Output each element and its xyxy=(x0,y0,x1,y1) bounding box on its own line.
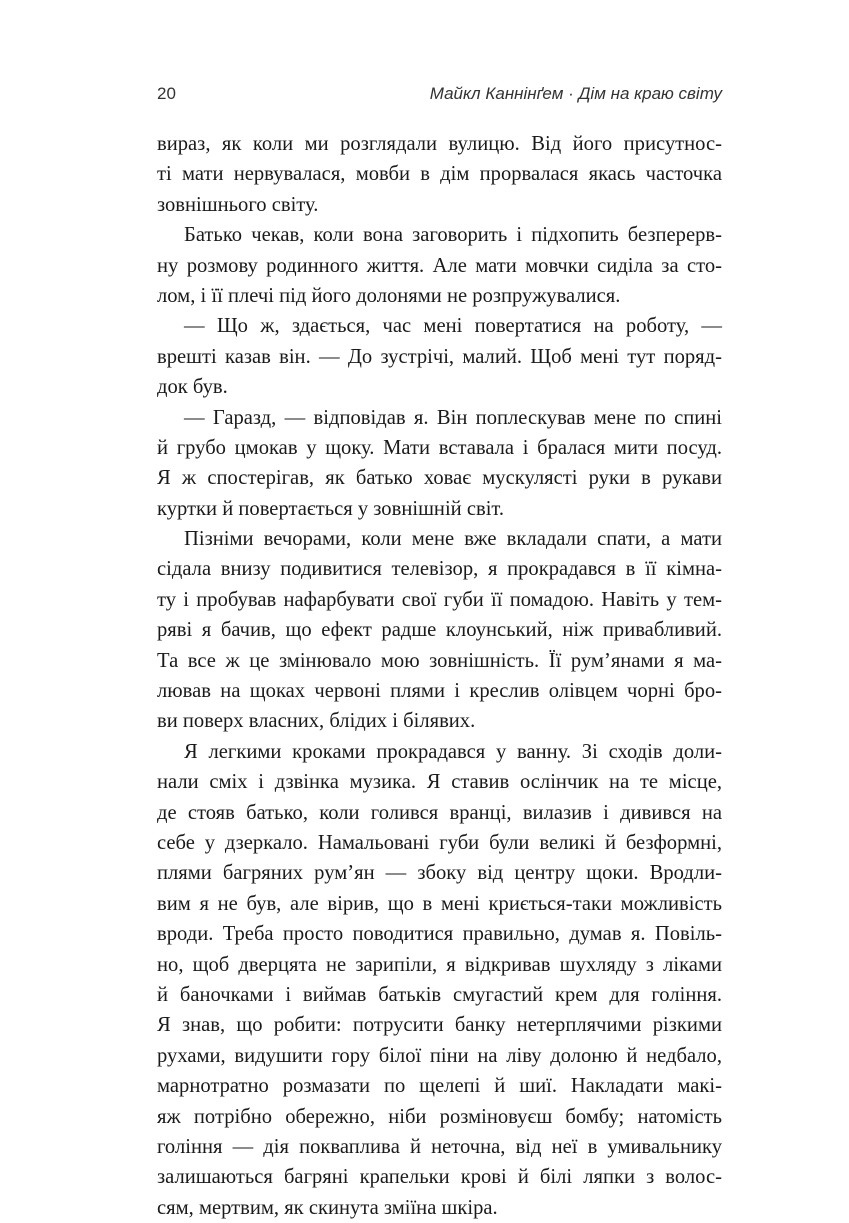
text-line: Батько чекав, коли вона заговорить і підхопить безперерв- xyxy=(184,224,722,247)
text-line: — Гаразд, — відповідав я. Він поплескував мене по спині xyxy=(184,406,722,429)
text-line: вим я не був, але вірив, що в мені криється-таки можливість xyxy=(157,892,722,915)
text-line: ну розмову родинного життя. Але мати мовчки сиділа за сто- xyxy=(157,254,722,277)
text-line: Пізніми вечорами, коли мене вже вкладали спати, а мати xyxy=(184,528,722,551)
text-line: ті мати нервувалася, мовби в дім прорвалася якась часточка xyxy=(157,163,722,186)
text-line: но, щоб дверцята не зарипіли, я відкривав шухляду з ліками xyxy=(157,953,722,976)
text-line: Я знав, що робити: потрусити банку нетерплячими різкими xyxy=(157,1014,722,1037)
page-number: 20 xyxy=(157,84,176,103)
text-line: де стояв батько, коли голився вранці, вилазив і дивився на xyxy=(157,801,722,824)
text-line: врешті казав він. — До зустрічі, малий. Щоб мені тут поряд- xyxy=(157,345,722,368)
text-line: сідала внизу подивитися телевізор, я прокрадався в її кімна- xyxy=(157,558,722,581)
text-line: ви поверх власних, блідих і білявих. xyxy=(157,710,476,733)
text-line: себе у дзеркало. Намальовані губи були великі й безформні, xyxy=(157,831,722,854)
text-line: плями багряних рум’ян — збоку від центру щоки. Вродли- xyxy=(157,862,722,885)
running-title: Майкл Каннінґем · Дім на краю світу xyxy=(429,84,722,103)
text-line: гоління — дія поквапливa й неточна, від неї в умивальнику xyxy=(157,1135,722,1158)
text-line: сям, мертвим, як скинута зміїна шкіра. xyxy=(157,1196,498,1219)
text-line: яж потрібно обережно, ніби розміновуєш бомбу; натомість xyxy=(157,1105,722,1128)
paragraph xyxy=(157,737,722,1223)
text-line: й баночками і виймав батьків смугастий крем для гоління. xyxy=(157,983,722,1006)
body-text xyxy=(157,129,722,1223)
text-line: Я ж спостерігав, як батько ховає мускулясті руки в рукави xyxy=(157,467,722,490)
text-line: Я легкими кроками прокрадався у ванну. Зі сходів доли- xyxy=(184,740,722,763)
text-line: залишаються багряні крапельки крові й білі ляпки з волос- xyxy=(157,1166,722,1189)
text-line: нали сміх і дзвінка музика. Я ставив ослінчик на те місце, xyxy=(157,771,722,794)
text-line: вроди. Треба просто поводитися правильно, думав я. Повіль- xyxy=(157,923,722,946)
text-line: й грубо цмокав у щоку. Мати вставала і бралася мити посуд. xyxy=(157,436,722,459)
text-line: ряві я бачив, що ефект радше клоунський, ніж привабливий. xyxy=(157,619,722,642)
text-line: — Що ж, здається, час мені повертатися на роботу, — xyxy=(184,315,722,338)
text-line: док був. xyxy=(157,376,228,399)
paragraph xyxy=(157,524,722,737)
text-line: Та все ж це змінювало мою зовнішність. Її рум’янами я ма- xyxy=(157,649,722,672)
text-line: куртки й повертається у зовнішній світ. xyxy=(157,497,505,520)
text-line: зовнішнього світу. xyxy=(157,193,319,216)
paragraph xyxy=(157,311,722,402)
paragraph xyxy=(157,220,722,311)
text-line: вираз, як коли ми розглядали вулицю. Від його присутнос- xyxy=(157,133,722,155)
page-header xyxy=(157,84,722,110)
text-line: марнотратно розмазати по щелепі й шиї. Накладати макі- xyxy=(157,1075,722,1098)
text-line: лював на щоках червоні плями і креслив олівцем чорні бро- xyxy=(157,680,722,703)
text-line: лом, і її плечі під його долонями не розпружувалися. xyxy=(157,284,621,307)
text-line: рухами, видушити гору білої піни на ліву долоню й недбало, xyxy=(157,1044,722,1067)
paragraph xyxy=(157,403,722,525)
text-line: ту і пробував нафарбувати свої губи її помадою. Навіть у тем- xyxy=(157,588,722,611)
paragraph xyxy=(157,129,722,220)
